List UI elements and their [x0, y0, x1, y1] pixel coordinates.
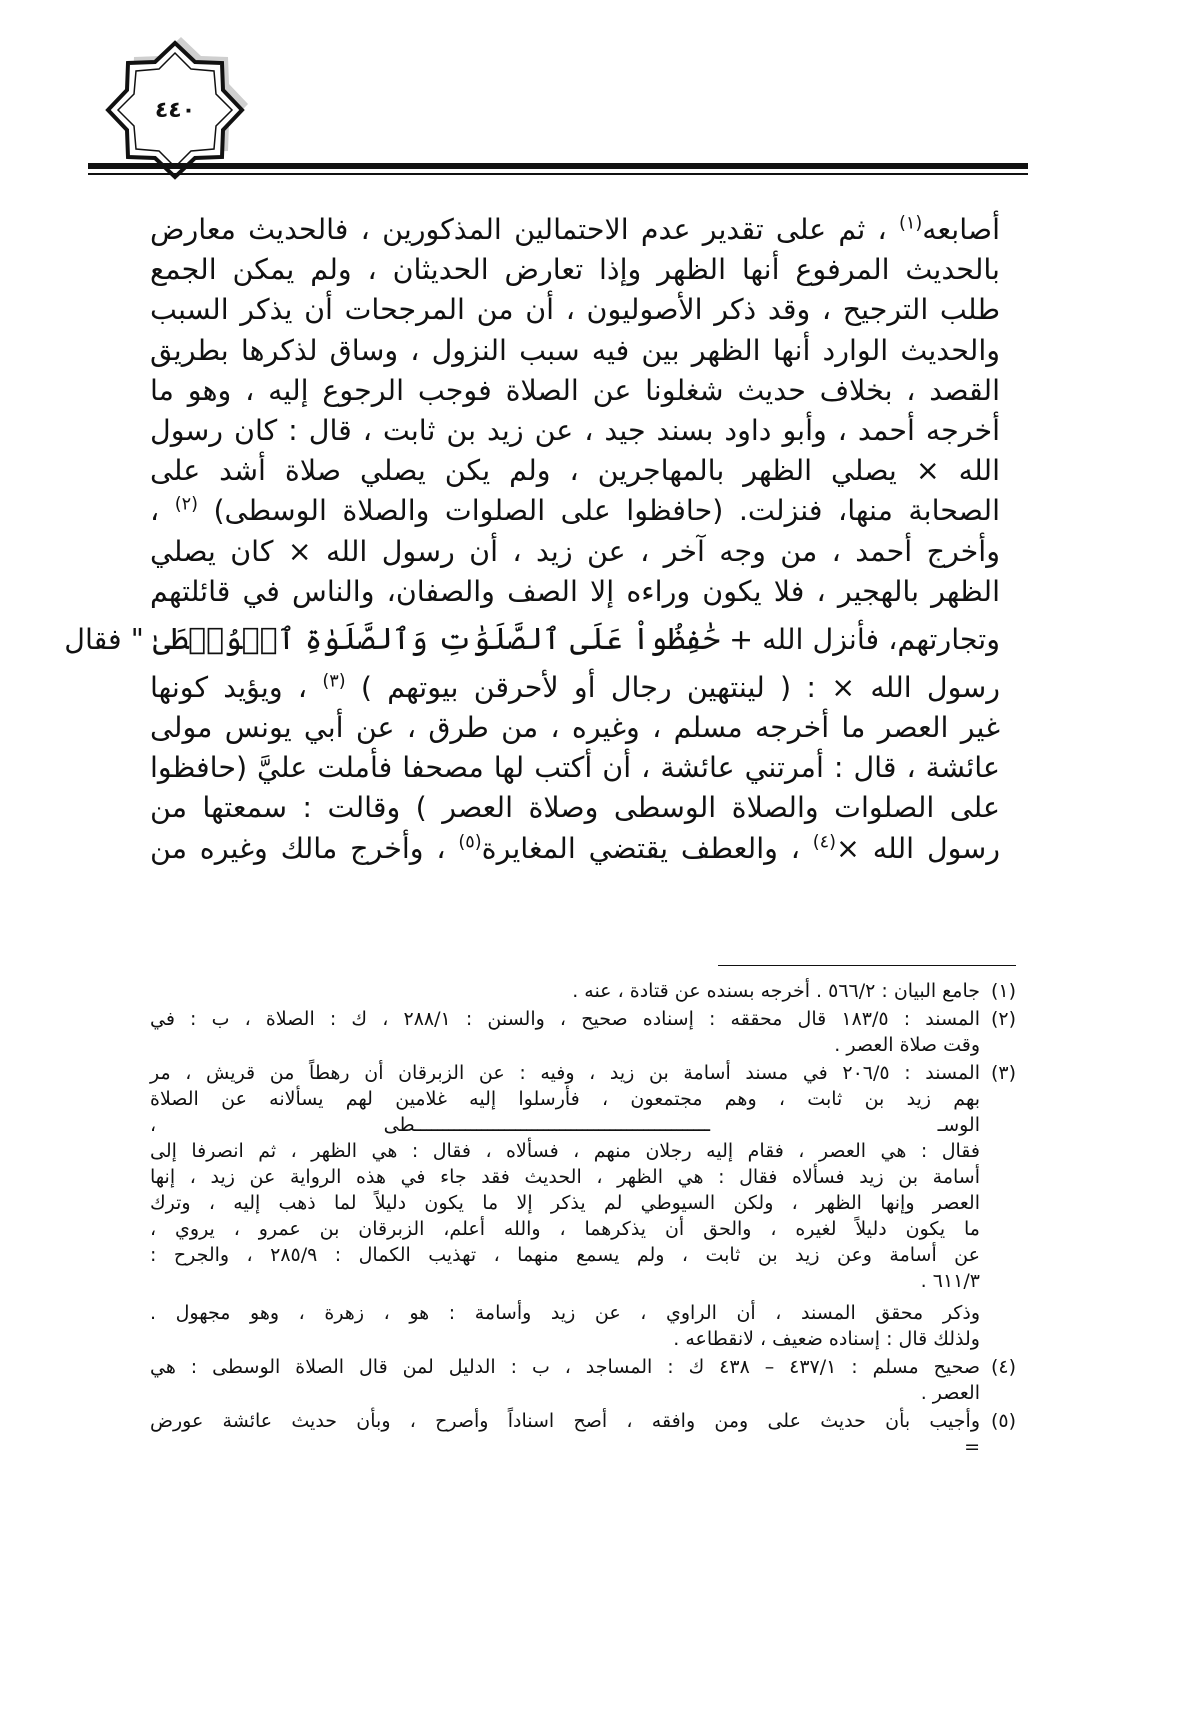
text-line — [150, 708, 1000, 748]
footnote-line: وقت صلاة العصر . — [834, 1034, 980, 1056]
text-segment: رسول الله × — [836, 831, 1001, 865]
footnote-line: صحيح مسلم : ٤٣٧/١ – ٤٣٨ ك : المساجد ، ب : الدليل لمن قال الصلاة الوسطى : هي — [150, 1356, 980, 1378]
footnote-line: بهم زيد بن ثابت ، وهم مجتمعون ، فأرسلوا إليه غلامين لهم يسألانه عن الصلاة — [150, 1088, 980, 1110]
footnote-line: وذكر محقق المسند ، أن الراوي ، عن زيد وأسامة : هو ، زهرة ، وهو مجهول . — [150, 1302, 980, 1324]
text-line — [150, 290, 1000, 330]
footnote-line: ولذلك قال : إسناده ضعيف ، لانقطاعه . — [673, 1328, 980, 1350]
footnote — [150, 1408, 1016, 1460]
text-line — [150, 371, 1000, 411]
text-line — [150, 668, 1000, 708]
footnote — [150, 1006, 1016, 1058]
quran-verse: حَٰفِظُواْ عَلَى ٱلصَّلَوَٰتِ وَٱلصَّلَوٰةِ ٱلۡوُسۡطَىٰ — [152, 621, 721, 657]
footnote-separator — [718, 965, 1016, 966]
text-segment: أصابعه — [922, 213, 1000, 246]
text-segment: الظهر بالهجير ، فلا يكون وراءه إلا الصف والصفان، والناس في قائلتهم — [150, 574, 1000, 608]
text-line — [150, 491, 1000, 531]
footnote-number: (٥) — [990, 1410, 1016, 1432]
text-segment: الله × يصلي الظهر بالمهاجرين ، ولم يكن يصلي صلاة أشد على — [150, 454, 1000, 488]
text-segment: " فقال — [64, 622, 153, 656]
text-segment: ، — [150, 494, 175, 528]
text-segment: الصحابة منها، فنزلت. (حافظوا على الصلوات والصلاة الوسطى) — [197, 494, 1000, 528]
text-line — [150, 748, 1000, 788]
footnote-line: العصر وإنها الظهر ، ولكن السيوطي لم يذكر إلا ما يكون دليلاً لما ذهب إليه ، وترك — [150, 1192, 980, 1214]
footnote — [150, 1354, 1016, 1406]
text-segment: ، وأخرج مالك وغيره من — [150, 831, 459, 865]
footnote-marker: (١) — [898, 213, 923, 234]
footnote-body — [150, 1354, 980, 1406]
footnote-body — [150, 1060, 980, 1352]
text-line — [150, 572, 1000, 612]
text-line — [150, 788, 1000, 828]
footnote-body — [150, 978, 980, 1004]
footnote-body — [150, 1006, 980, 1058]
footnote-line: ٦١١/٣ . — [920, 1270, 980, 1292]
footnote-marker: (٣) — [322, 671, 346, 692]
header-rule-thin — [88, 173, 1028, 175]
quran-verse-line — [64, 612, 1000, 668]
footnote-line: عن أسامة وعن زيد بن ثابت ، ولم يسمع منهما ، تهذيب الكمال : ٢٨٥/٩ ، والجرح : — [150, 1244, 980, 1266]
footnote-line: المسند : ١٨٣/٥ قال محققه : إسناده صحيح ، والسنن : ٢٨٨/١ ، ك : الصلاة ، ب : في — [150, 1008, 980, 1030]
text-segment: أخرجه أحمد ، وأبو داود بسند جيد ، عن زيد بن ثابت ، قال : كان رسول — [150, 413, 1000, 447]
footnote-line: فقال : هي العصر ، فقام إليه رجلان منهم ، فسألاه ، فقال : هي الظهر ، ثم انصرفا إلى — [150, 1140, 980, 1162]
text-segment: ، ثم على تقدير عدم الاحتمالين المذكورين ، فالحديث معارض — [150, 213, 899, 246]
footnotes — [150, 978, 1016, 1462]
footnote-line: العصر . — [920, 1382, 980, 1404]
header-rule-thick — [88, 163, 1028, 169]
page-number: ٤٤٠ — [154, 97, 196, 123]
footnote — [150, 978, 1016, 1004]
text-segment: عائشة ، قال : أمرتني عائشة ، أن أكتب لها مصحفا فأملت عليَّ (حافظوا — [150, 751, 1000, 785]
text-segment: على الصلوات والصلاة الوسطى وصلاة العصر ) وقالت : سمعتها من — [150, 791, 1000, 825]
text-segment: بالحديث المرفوع أنها الظهر وإذا تعارض الحديثان ، ولم يمكن الجمع — [150, 253, 1000, 287]
footnote-line: المسند : ٢٠٦/٥ في مسند أسامة بن زيد ، وفيه : عن الزبرقان أن رهطاً من قريش ، مر — [150, 1062, 980, 1084]
footnote-line: جامع البيان : ٥٦٦/٢ . أخرجه بسنده عن قتادة ، عنه . — [572, 980, 980, 1002]
text-segment: طلب الترجيح ، وقد ذكر الأصوليون ، أن من المرجحات أن يذكر السبب — [150, 293, 1000, 327]
text-line — [150, 331, 1000, 371]
text-segment: ، والعطف يقتضي المغايرة — [481, 831, 813, 865]
footnote-line: الوسـ ـــــــــــــــــــــــــــــــــــــــــــــــــــــطى ، — [150, 1114, 980, 1136]
footnote-marker: (٥) — [458, 832, 482, 853]
text-segment: والحديث الوارد أنها الظهر بين فيه سبب النزول ، وساق لذكرها بطريق — [150, 333, 1000, 367]
footnote-line: ما يكون دليلاً لغيره ، والحق أن يذكرهما ، والله أعلم، الزبرقان بن عمرو ، يروي ، — [150, 1218, 980, 1240]
text-line — [150, 451, 1000, 491]
footnote-line: أسامة بن زيد فسألاه فقال : هي الظهر ، الحديث فقد جاء في هذه الرواية عن زيد ، إنها — [150, 1166, 980, 1188]
footnote-line: وأجيب بأن حديث على ومن وافقه ، أصح اسناداً وأصرح ، وبأن حديث عائشة عورض — [150, 1410, 980, 1432]
footnote-marker: (٢) — [174, 494, 198, 515]
text-segment: وتجارتهم، فأنزل الله + — [720, 622, 1000, 656]
footnote-line: = — [964, 1436, 980, 1458]
text-segment: ، ويؤيد كونها — [150, 670, 323, 704]
text-segment: وأخرج أحمد ، من وجه آخر ، عن زيد ، أن رسول الله × كان يصلي — [150, 534, 1000, 568]
text-segment: القصد ، بخلاف حديث شغلونا عن الصلاة فوجب الرجوع إليه ، وهو ما — [150, 373, 1000, 407]
footnote-number: (٣) — [990, 1062, 1016, 1084]
text-line — [150, 411, 1000, 451]
text-segment: رسول الله × : ( لينتهين رجال أو لأحرقن بيوتهم ) — [345, 670, 1001, 704]
text-segment: غير العصر ما أخرجه مسلم ، وغيره ، من طرق ، عن أبي يونس مولى — [150, 711, 1000, 745]
footnote-number: (١) — [990, 980, 1016, 1002]
footnote-number: (٢) — [990, 1008, 1016, 1030]
main-text — [64, 210, 1001, 869]
footnote-number: (٤) — [990, 1356, 1016, 1378]
footnote — [150, 1060, 1016, 1352]
text-line — [150, 210, 1000, 250]
footnote-body — [150, 1408, 980, 1460]
text-line — [150, 250, 1000, 290]
text-line — [150, 532, 1000, 572]
footnote-marker: (٤) — [812, 832, 837, 853]
text-line — [150, 829, 1000, 869]
